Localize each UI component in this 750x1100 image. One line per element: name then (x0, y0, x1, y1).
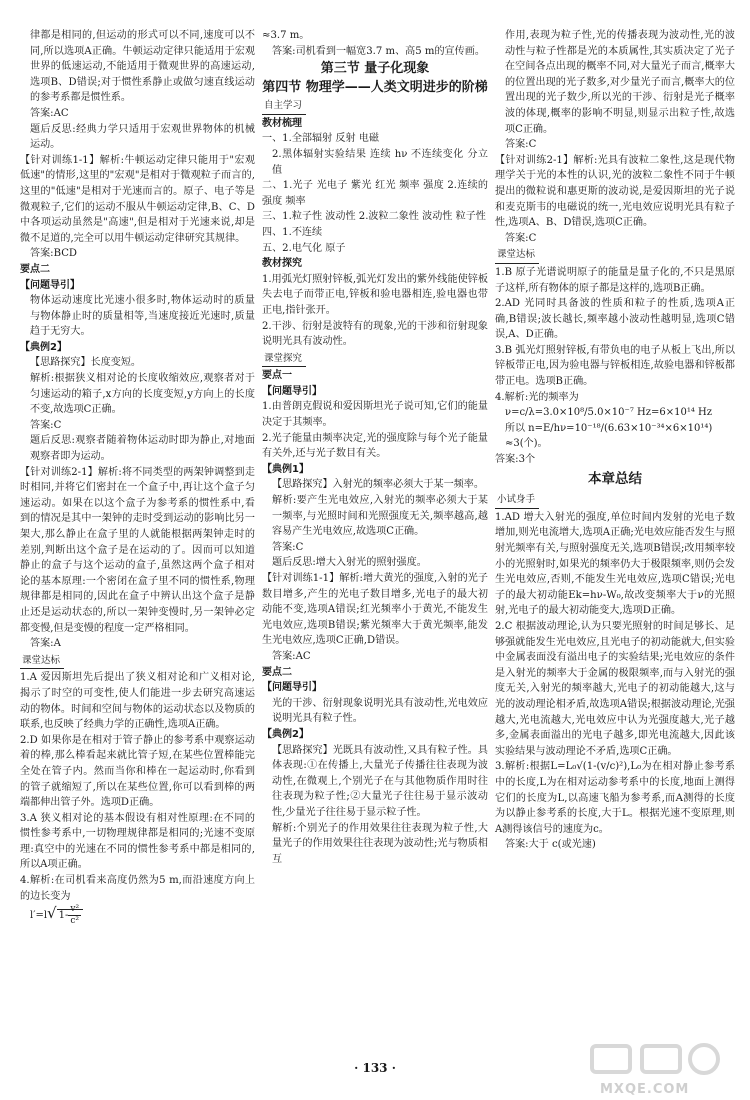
left-column (20, 28, 255, 927)
col2-block: ≈3.7 m。 (262, 30, 310, 41)
middle-column (262, 28, 488, 867)
col1-block: 3.A 狭义相对论的基本假设有相对性原理:在不同的惯性参考系中,一切物理规律都是相同的;光速不变原理:真空中的光速在不同的惯性参考系中都是相同的,所以A项正确。 (20, 812, 255, 871)
col1-block: 【针对训练2-1】解析:将不同类型的两架钟调整到走时相同,并将它们密封在一个盒子中,再让这个盒子匀速运动。如果在以这个盒子为参考系的惯性系中,看到的情况是其中一架钟的走时受到运动的影响比另一架大,那么静止在盒子里的人就能根据两架钟走时的差别,判断出这个盒子是在运动的了。因而可以知道静止的盒子与这个运动的盒子,虽然这两个盒子相对论的基本原理:一个密闭在盒子里不同的惯性系,物理规律都是相同的,因此在盒子中辨认出这个盒子是静止还是运动状态的,所以一架钟变慢时,另一架钟必定都变慢,但是变慢的程度一定严格相同。 (20, 466, 255, 634)
col3-block: 3.解析:根据L=L₀√(1-(v/c)²),L₀为在相对静止参考系中的长度,L为在相对运动参考系中的长度,地面上测得它们的长度为L,以高速飞船为参考系,而A测得的长度为以静止参考系的长度,大于L。根据光速不变原理,则A测得该信号的速度为c。 (495, 761, 735, 835)
col2-block: 2.干涉、衍射是波特有的现象,光的干涉和衍射现象说明光具有波动性。 (262, 320, 488, 348)
col2-block: 答案:司机看到一幅宽3.7 m、高5 m的宣传画。 (272, 45, 485, 57)
col3-block: 答案:大于 c(或光速) (505, 839, 596, 851)
col3-block: 4.解析:光的频率为 (495, 391, 579, 403)
col1-block: 4.解析:在司机看来高度仍然为5 m,而沿速度方向上的边长变为 (20, 875, 255, 902)
col1-block: 1.A 爱因斯坦先后提出了狭义相对论和广义相对论,揭示了时空的可变性,使人们能进一步去研究高速运动的物体。时间和空间与物体的运动状态以及物质的联系,也反映了经典力学的正确性,选项A正确。 (20, 672, 255, 731)
col1-block: 2.D 如果你是在相对于管子静止的参考系中观察运动着的棒,那么棒看起来就比管子短,在某些位置棒能完全处在管子内。然而当你和棒在一起运动时,你看到的管子就缩短了,所以在某些位置,你可以看到棒的两端都伸出管子外。选项D正确。 (20, 734, 255, 809)
col1-block: 【针对训练1-1】解析:牛顿运动定律只能用于"宏观低速"的情形,这里的"宏观"是相对于微观粒子而言的,这里的"低速"是相对于光速而言的。原子、电子等是微观粒子,它们的运动不服从牛顿运动定律,B、C、D中各项运动虽然是"高速",但是相对于光速来说,却是微不足道的,完全可以用牛顿运动定律研究其规律。 (20, 154, 255, 244)
photon-formula-freq-line: ν=c/λ=3.0×10⁸/5.0×10⁻⁷ Hz=6×10¹⁴ Hz (505, 407, 713, 419)
col1-block: 【思路探究】长度变短。 (30, 357, 142, 369)
col2-block: 【思路探究】入射光的频率必须大于某一频率。 (272, 479, 484, 491)
col2-block: 第三节 量子化现象 (320, 61, 430, 77)
col2-block: 五、2.电气化 原子 (262, 242, 346, 254)
col3-block: 本章总结 (588, 470, 642, 487)
col1-block: 课堂达标 (20, 653, 64, 670)
col1-block: 【问题导引】 (20, 279, 80, 291)
col3-block: 【针对训练2-1】解析:光具有波粒二象性,这是现代物理学关于光的本性的认识,光的波粒二象性不同于牛顿提出的微粒说和惠更斯的波动说,是爱因斯坦的光子说和麦克斯韦的电磁说的统一,光电效应说明光具有粒子性,选项A、B、D错误,选项C正确。 (495, 154, 735, 229)
col1-block: 题后反思:经典力学只适用于宏观世界物体的机械运动。 (30, 123, 255, 151)
col1-block: 要点二 (20, 263, 50, 275)
page-number: · 133 · (354, 1061, 396, 1075)
contraction-formula: l′=l√ 1- $\frac{\text{v²}}{\text{c²}}$ (20, 904, 255, 927)
col2-block: 1.由普朗克假说和爱因斯坦光子说可知,它们的能量决定于其频率。 (262, 401, 488, 429)
col2-block: 【典例2】 (262, 728, 309, 740)
col1-block: 答案:A (30, 638, 61, 650)
col1-block: 解析:根据狭义相对论的长度收缩效应,观察者对于匀速运动的箱子,x方向的长度变短,y方向上的长度不变,故选项C正确。 (30, 373, 255, 416)
col1-block: 【典例2】 (20, 341, 67, 353)
col1-block: 题后反思:观察者随着物体运动时即为静止,对地面观察者即为运动。 (30, 435, 255, 463)
col3-block: 课堂达标 (495, 247, 539, 264)
col1-block: 答案:AC (30, 107, 69, 119)
col2-block: 二、1.光子 光电子 紫光 红光 频率 强度 2.连续的 强度 频率 (262, 180, 488, 207)
col2-block: 自主学习 (262, 98, 306, 115)
col3-block: 作用,表现为粒子性,光的传播表现为波动性,光的波动性与粒子性都是光的本质属性,其实质决定了光子在空间各点出现的概率不同,对大量光子而言,概率大的位置出现的光子数多,对少量光子而言,概率大的位置出现的光子数少,所以光的干涉、衍射是光子概率波的体现,概率的影响不明显,则显示出粒子性,故选项C正确。 (505, 30, 735, 135)
col2-block: 四、1.不连续 (262, 226, 323, 238)
col1-block: 答案:BCD (30, 248, 78, 260)
col3-block: 2.C 根据波动理论,认为只要光照射的时间足够长、足够强就能发生光电效应,且光电子的初动能就大,但实验中金属表面没有溢出电子的实验结果;光电效应的条件是入射光的频率大于金属的极限频率,而与入射光的强度无关,入射光的频率越大,光电子的初动能越大,这与光的波动理论相矛盾,故选项A错误;根据波动理论,光强越大,光电流越大,光电效应中认为光强度越大,光子越多,金属表面溢出的光电子越多,即光电流越大,因此该实验结果与波动理论不矛盾,选项C正确。 (495, 620, 735, 757)
col2-block: 要点一 (262, 370, 292, 382)
col2-block: 光的干涉、衍射现象说明光具有波动性,光电效应说明光具有粒子性。 (272, 697, 488, 725)
col2-block: 【问题导引】 (262, 385, 322, 397)
photon-formula-approx-line: ≈3(个)。 (505, 438, 548, 450)
col2-block: 【针对训练1-1】解析:增大黄光的强度,入射的光子数目增多,产生的光电子数目增多,光电子的最大初动能不变,选项A错误;红光频率小于黄光,不能发生光电效应,选项B错误;紫光频率大于黄光频率,能发生光电效应,选项C正确,D错误。 (262, 573, 488, 647)
col3-block: 3.B 弧光灯照射锌板,有带负电的电子从板上飞出,所以锌板带正电,因为验电器与锌板相连,故验电器和锌板都带正电。选项B正确。 (495, 344, 735, 388)
col3-block: 答案:C (505, 232, 537, 244)
photon-formula-n-line: 所以 n=E/hν=10⁻¹⁸/(6.63×10⁻³⁴×6×10¹⁴) (505, 422, 713, 434)
col2-block: 解析:要产生光电效应,入射光的频率必须大于某一频率,与光照时间和光照强度无关,频率越高,越容易产生光电效应,故选项C正确。 (272, 495, 488, 538)
col1-block: 答案:C (30, 419, 62, 431)
col2-block: 解析:个别光子的作用效果往往表现为粒子性,大量光子的作用效果往往表现为波动性;光与物质相互 (272, 822, 488, 865)
col3-block: 1.AD 增大入射光的强度,单位时间内发射的光电子数增加,则光电流增大,选项A正确;光电效应能否发生与照射光频率有关,与照射强度无关,选项B错误;改用频率较小的光照射时,如果光的频率仍大于极限频率,则仍会发生光电效应,否则,不能发生光电效应,选项C错误;光电子的最大初动能Ek=hν-W₀,故改变频率大于ν的光照射,光电子的最大初动能变大,选项D正确。 (495, 511, 735, 617)
col2-block: 2.光子能量由频率决定,光的强度除与每个光子能量有关外,还与光子数目有关。 (262, 432, 488, 460)
col3-block: 答案:3个 (495, 454, 536, 466)
col2-block: 题后反思:增大入射光的照射强度。 (272, 557, 427, 569)
col2-block: 三、1.粒子性 波动性 2.波粒二象性 波动性 粒子性 (262, 211, 486, 223)
col3-block: 答案:C (505, 139, 537, 151)
col1-block: 物体运动速度比光速小很多时,物体运动时的质量与物体静止时的质量相等,当速度接近光速时,质量趋于无穷大。 (30, 295, 255, 338)
watermark-text: MXQE.COM (600, 1082, 690, 1097)
col3-block: 小试身手 (495, 492, 539, 509)
col2-block: 教材梳理 (262, 117, 302, 129)
col3-block: 2.AD 光同时具备波的性质和粒子的性质,选项A正确,B错误;波长越长,频率越小波动性越明显,选项C错误,A、D正确。 (495, 298, 735, 341)
col2-block: 第四节 物理学——人类文明进步的阶梯 (262, 80, 488, 96)
col2-block: 答案:AC (272, 650, 311, 662)
col2-block: 【问题导引】 (262, 682, 322, 694)
col1-block: 律都是相同的,但运动的形式可以不同,速度可以不同,所以选项A正确。牛顿运动定律只能适用于宏观世界的低速运动,不能适用于微观世界的高速运动,选项B、D错误;对于惯性系静止或做匀速直线运动的参考系都是惯性系。 (30, 30, 255, 104)
col2-block: 教材探究 (262, 258, 302, 270)
col2-block: 2.黑体辐射实验结果 连续 hν 不连续变化 分立值 (272, 148, 488, 176)
col2-block: 【典例1】 (262, 463, 309, 475)
col2-block: 要点二 (262, 666, 292, 678)
col3-block: 1.B 原子光谱说明原子的能量是量子化的,不只是黑原子这样,所有物体的原子都是这样的,选项B正确。 (495, 266, 735, 294)
col2-block: 【思路探究】光既具有波动性,又具有粒子性。具体表现:①在传播上,大量光子传播往往表现为波动性,在微观上,个别光子在与其他物质作用时往往表现为粒子性;②大量光子往往易于显示波动性,少量光子往往易于显示粒子性。 (272, 744, 488, 818)
col2-block: 1.用弧光灯照射锌板,弧光灯发出的紫外线能使锌板失去电子而带正电,锌板和验电器相连,验电器也带正电,指针张开。 (262, 273, 488, 316)
col2-block: 一、1.全部辐射 反射 电磁 (262, 133, 379, 145)
col2-block: 答案:C (272, 541, 304, 553)
right-column (495, 28, 735, 853)
col2-block: 课堂探究 (262, 351, 306, 368)
